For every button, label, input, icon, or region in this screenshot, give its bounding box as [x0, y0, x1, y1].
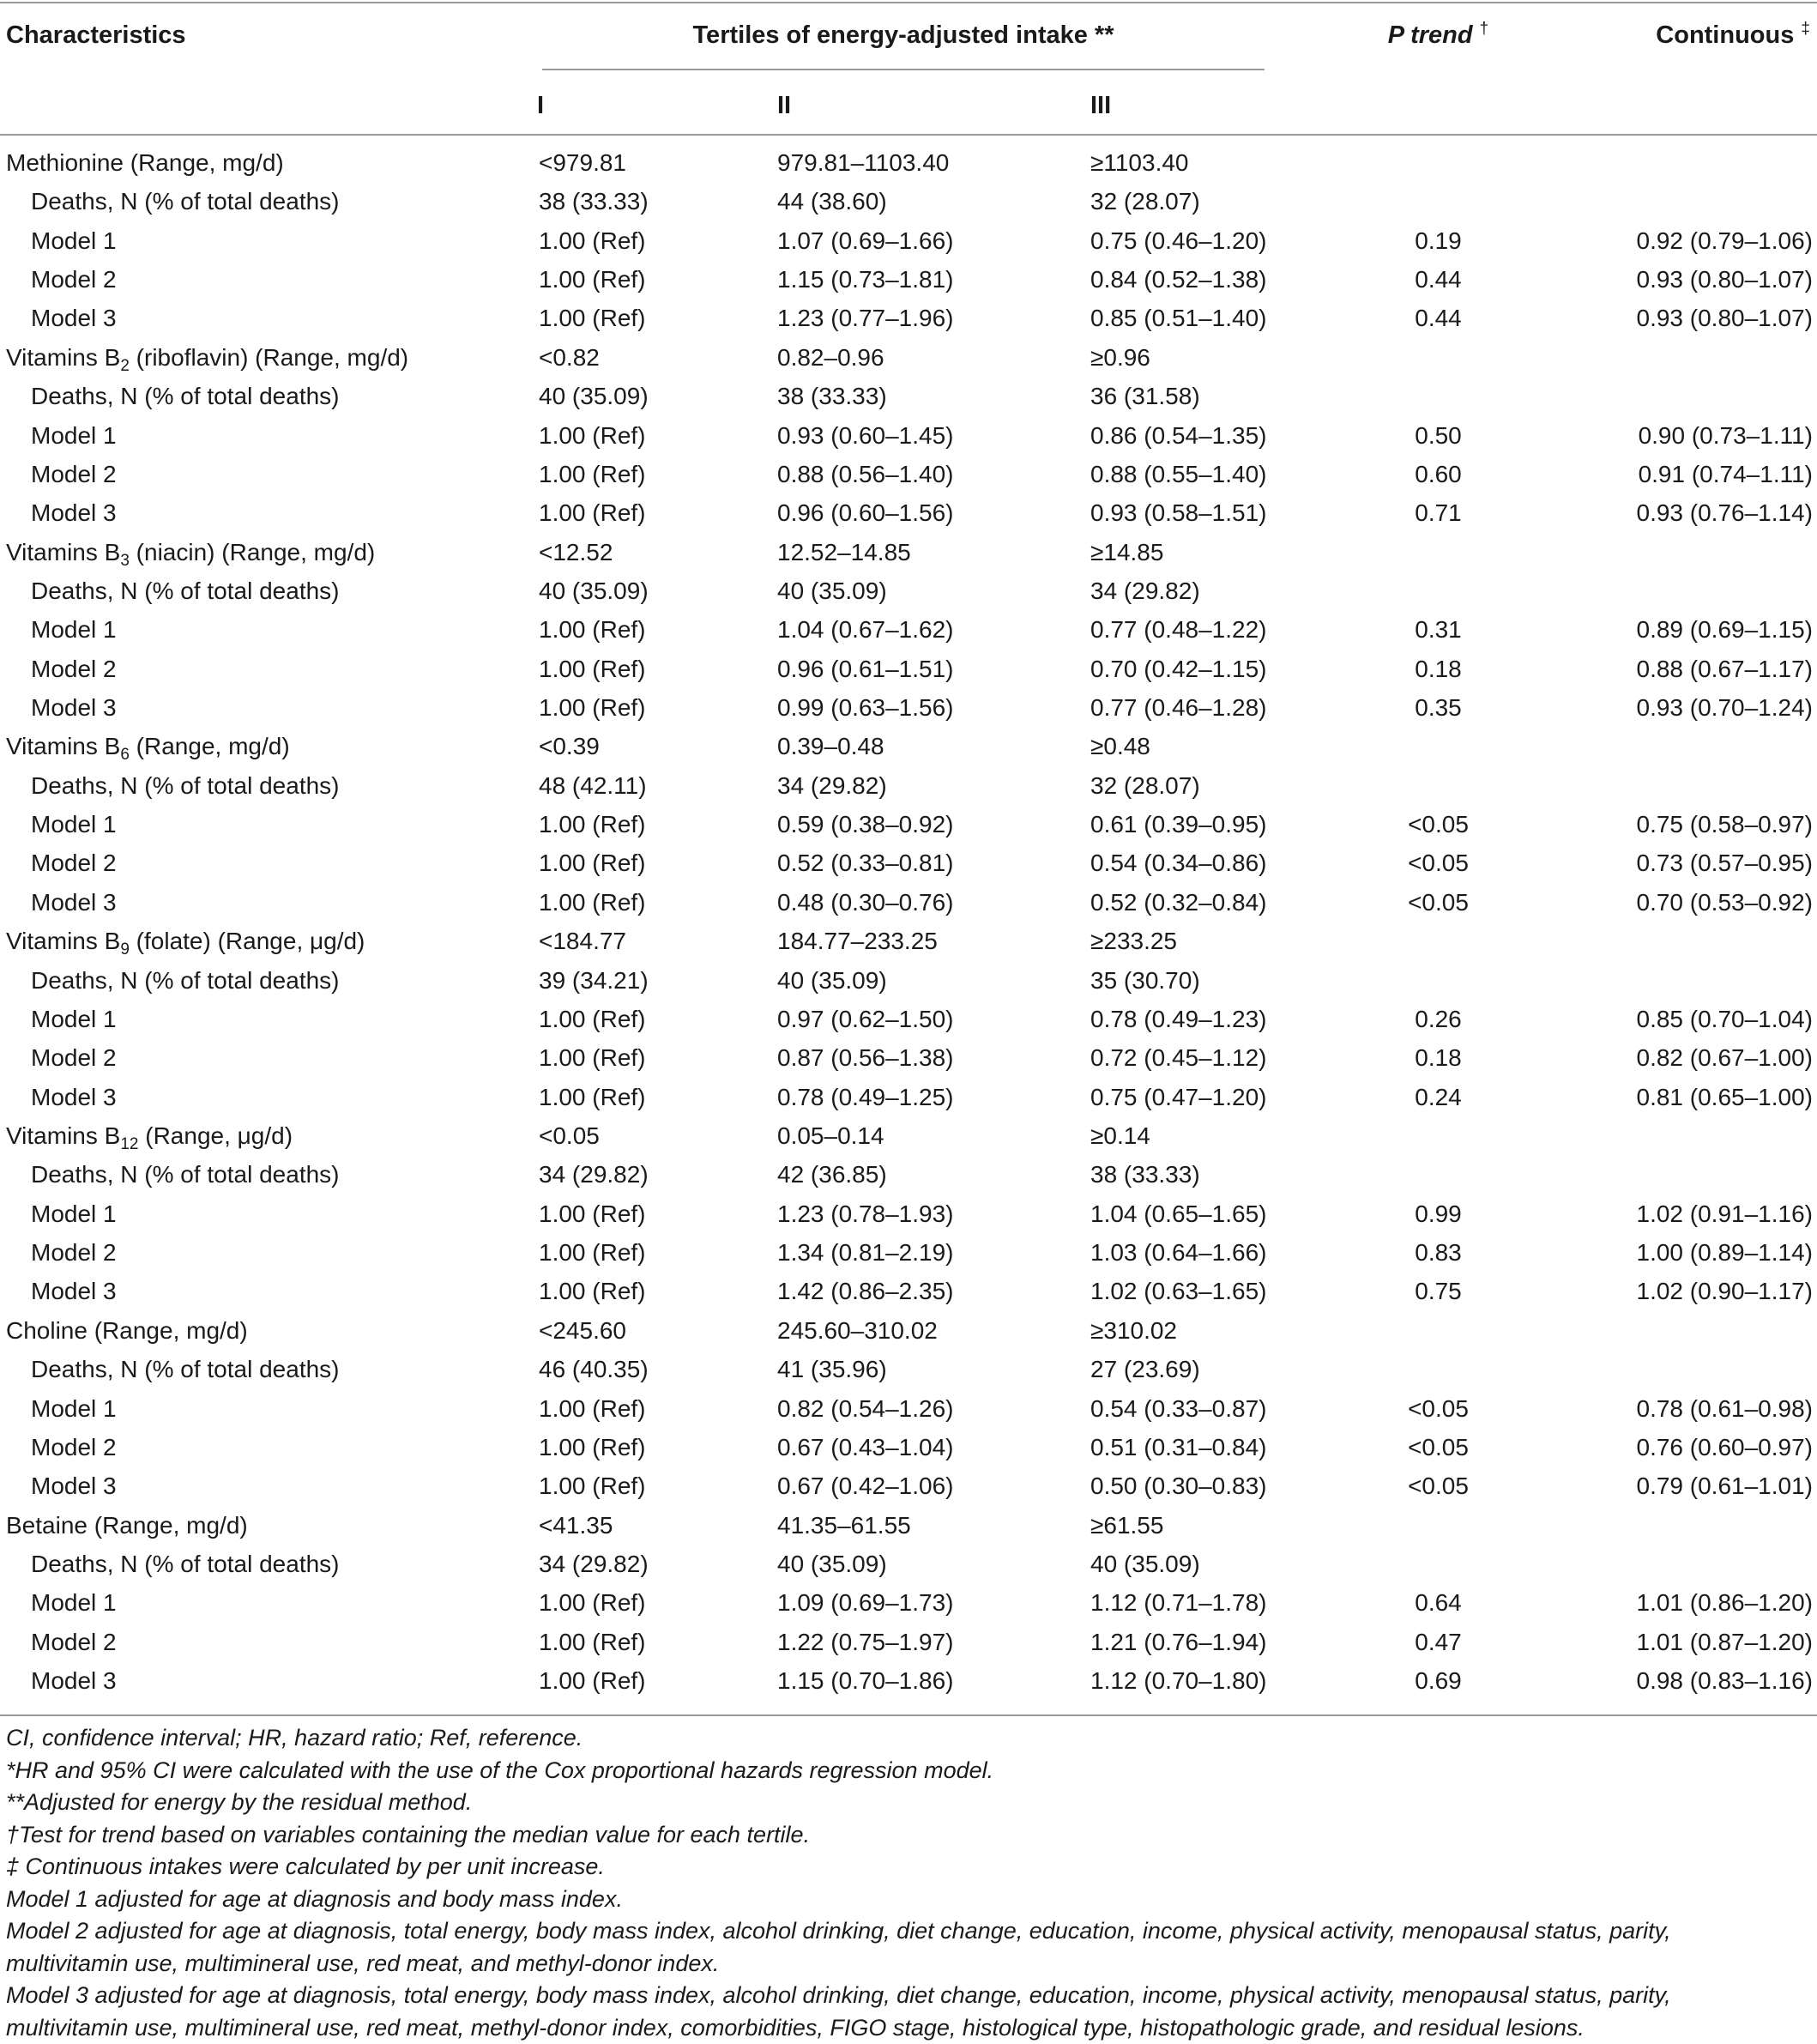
tertile-1-cell: 34 (29.82) [539, 1155, 649, 1194]
tertile-2-cell: 42 (36.85) [777, 1155, 887, 1194]
tertile-3-cell: 0.85 (0.51–1.40) [1090, 299, 1267, 337]
continuous-cell: 0.76 (0.60–0.97) [1544, 1428, 1813, 1466]
tertile-2-cell: 0.88 (0.56–1.40) [777, 455, 954, 493]
tertile-2-cell: 1.42 (0.86–2.35) [777, 1272, 954, 1310]
tertile-1-cell: 1.00 (Ref) [539, 1428, 646, 1466]
tertile-1-cell: 1.00 (Ref) [539, 1194, 646, 1233]
tertile-3-cell: 0.51 (0.31–0.84) [1090, 1428, 1267, 1466]
tertile-1-cell: 40 (35.09) [539, 377, 649, 415]
p-trend-cell: 0.75 [1373, 1272, 1504, 1310]
tertile-1-cell: 1.00 (Ref) [539, 1233, 646, 1272]
nutrient-subscript: 12 [120, 1135, 138, 1153]
spanner-rule [542, 69, 1265, 70]
header-rule [0, 134, 1817, 136]
tertile-3-cell: 0.50 (0.30–0.83) [1090, 1466, 1267, 1505]
table-row [0, 1428, 1817, 1466]
tertile-2-cell: 0.82 (0.54–1.26) [777, 1389, 954, 1428]
tertile-1-cell: <0.39 [539, 727, 600, 765]
tertile-1-cell: 1.00 (Ref) [539, 805, 646, 844]
tertile-1-cell: 34 (29.82) [539, 1545, 649, 1583]
tertile-2-cell: 1.09 (0.69–1.73) [777, 1583, 954, 1622]
tertile-3-cell: 1.12 (0.70–1.80) [1090, 1661, 1267, 1700]
p-trend-cell: 0.19 [1373, 221, 1504, 260]
p-trend-cell: 0.69 [1373, 1661, 1504, 1700]
nutrient-subscript: 2 [120, 357, 130, 375]
table-row [0, 571, 1817, 610]
row-label: Model 1 [31, 805, 117, 844]
row-label: Model 3 [31, 1272, 117, 1310]
tertile-3-cell: 0.77 (0.48–1.22) [1090, 610, 1267, 649]
row-label: Model 2 [31, 1233, 117, 1272]
double-dagger-mark: ‡ [1801, 20, 1810, 38]
tertile-3-cell: 0.52 (0.32–0.84) [1090, 883, 1267, 922]
tertile-1-cell: 1.00 (Ref) [539, 844, 646, 882]
nutrient-name: Methionine (Range, mg/d) [6, 143, 284, 182]
p-trend-cell: <0.05 [1373, 844, 1504, 882]
footnote: ‡ Continuous intakes were calculated by per unit increase. [6, 1851, 1814, 1884]
p-trend-cell: 0.44 [1373, 299, 1504, 337]
footnote: Model 1 adjusted for age at diagnosis and body mass index. [6, 1884, 1814, 1916]
tertile-1-cell: 1.00 (Ref) [539, 650, 646, 688]
tertile-2-cell: 44 (38.60) [777, 182, 887, 221]
continuous-cell: 0.91 (0.74–1.11) [1544, 455, 1813, 493]
tertile-3-cell: 1.04 (0.65–1.65) [1090, 1194, 1267, 1233]
tertile-3-cell: ≥0.14 [1090, 1116, 1150, 1155]
table-row [0, 493, 1817, 532]
tertile-1-cell: 1.00 (Ref) [539, 1466, 646, 1505]
nutrient-name-prefix: Vitamins B [6, 344, 120, 371]
continuous-cell: 0.93 (0.70–1.24) [1544, 688, 1813, 727]
table-row [0, 1545, 1817, 1583]
tertile-3-cell: 1.21 (0.76–1.94) [1090, 1623, 1267, 1661]
header-tertile-3: III [1090, 91, 1111, 120]
table-row [0, 1233, 1817, 1272]
tertile-1-cell: <979.81 [539, 143, 626, 182]
table-row [0, 299, 1817, 337]
tertile-2-cell: 0.78 (0.49–1.25) [777, 1078, 954, 1116]
tertile-3-cell: 32 (28.07) [1090, 182, 1200, 221]
table-row [0, 377, 1817, 415]
p-trend-cell: 0.50 [1373, 416, 1504, 455]
tertile-1-cell: 38 (33.33) [539, 182, 649, 221]
tertile-2-cell: 12.52–14.85 [777, 533, 911, 571]
p-trend-cell: 0.26 [1373, 1000, 1504, 1038]
tertile-1-cell: 1.00 (Ref) [539, 1623, 646, 1661]
tertile-2-cell: 1.23 (0.77–1.96) [777, 299, 954, 337]
tertile-1-cell: 1.00 (Ref) [539, 1078, 646, 1116]
tertile-3-cell: 40 (35.09) [1090, 1545, 1200, 1583]
tertile-2-cell: 184.77–233.25 [777, 922, 938, 960]
tertile-2-cell: 0.96 (0.61–1.51) [777, 650, 954, 688]
row-label: Model 1 [31, 1000, 117, 1038]
continuous-cell: 1.01 (0.87–1.20) [1544, 1623, 1813, 1661]
tertile-1-cell: 1.00 (Ref) [539, 299, 646, 337]
tertile-3-cell: 1.12 (0.71–1.78) [1090, 1583, 1267, 1622]
table-row [0, 1272, 1817, 1310]
tertile-1-cell: <184.77 [539, 922, 626, 960]
tertile-3-cell: 0.78 (0.49–1.23) [1090, 1000, 1267, 1038]
row-label: Deaths, N (% of total deaths) [31, 766, 340, 805]
continuous-cell: 0.85 (0.70–1.04) [1544, 1000, 1813, 1038]
table-row [0, 416, 1817, 455]
table-row [0, 766, 1817, 805]
tertile-2-cell: 41.35–61.55 [777, 1506, 911, 1545]
continuous-cell: 0.79 (0.61–1.01) [1544, 1466, 1813, 1505]
tertile-1-cell: 1.00 (Ref) [539, 688, 646, 727]
row-label: Deaths, N (% of total deaths) [31, 1350, 340, 1388]
tertile-3-cell: 0.70 (0.42–1.15) [1090, 650, 1267, 688]
footnote: *HR and 95% CI were calculated with the use of the Cox proportional hazards regression model. [6, 1755, 1814, 1787]
table-body [0, 143, 1817, 1700]
tertile-1-cell: 46 (40.35) [539, 1350, 649, 1388]
row-label: Model 3 [31, 1078, 117, 1116]
row-label: Model 1 [31, 1389, 117, 1428]
p-trend-cell: 0.64 [1373, 1583, 1504, 1622]
tertile-1-cell: <0.05 [539, 1116, 600, 1155]
row-label: Model 2 [31, 1038, 117, 1077]
header-continuous [1544, 21, 1810, 53]
p-trend-cell: <0.05 [1373, 1466, 1504, 1505]
table-row [0, 182, 1817, 221]
tertile-3-cell: ≥310.02 [1090, 1311, 1177, 1350]
p-trend-cell: 0.99 [1373, 1194, 1504, 1233]
tertile-2-cell: 0.93 (0.60–1.45) [777, 416, 954, 455]
p-trend-cell: 0.24 [1373, 1078, 1504, 1116]
tertile-3-cell: 1.02 (0.63–1.65) [1090, 1272, 1267, 1310]
tertile-1-cell: 48 (42.11) [539, 766, 647, 805]
header-p-trend-label: P trend [1388, 21, 1473, 49]
p-trend-cell: <0.05 [1373, 805, 1504, 844]
table-row [0, 610, 1817, 649]
row-label: Model 1 [31, 1194, 117, 1233]
continuous-cell: 0.98 (0.83–1.16) [1544, 1661, 1813, 1700]
nutrient-row [0, 338, 1817, 377]
table-row [0, 805, 1817, 844]
nutrient-subscript: 9 [120, 940, 130, 959]
tertile-1-cell: 40 (35.09) [539, 571, 649, 610]
p-trend-cell: 0.60 [1373, 455, 1504, 493]
tertile-3-cell: 1.03 (0.64–1.66) [1090, 1233, 1267, 1272]
table-row [0, 455, 1817, 493]
p-trend-cell: <0.05 [1373, 1428, 1504, 1466]
nutrient-name: Choline (Range, mg/d) [6, 1311, 248, 1350]
tertile-1-cell: <245.60 [539, 1311, 626, 1350]
footnote: multivitamin use, multimineral use, red meat, and methyl-donor index. [6, 1948, 1814, 1981]
tertile-1-cell: 1.00 (Ref) [539, 1000, 646, 1038]
tertile-3-cell: 35 (30.70) [1090, 961, 1200, 1000]
nutrient-row [0, 727, 1817, 765]
tertile-3-cell: 27 (23.69) [1090, 1350, 1200, 1388]
tertile-2-cell: 40 (35.09) [777, 571, 887, 610]
nutrient-name-suffix: (Range, mg/d) [130, 733, 290, 759]
continuous-cell: 1.02 (0.90–1.17) [1544, 1272, 1813, 1310]
table-row [0, 844, 1817, 882]
tertile-2-cell: 0.67 (0.43–1.04) [777, 1428, 954, 1466]
continuous-cell: 1.01 (0.86–1.20) [1544, 1583, 1813, 1622]
nutrient-row [0, 1311, 1817, 1350]
table-row [0, 1389, 1817, 1428]
tertile-1-cell: 1.00 (Ref) [539, 221, 646, 260]
footnotes [6, 1722, 1814, 2044]
tertile-2-cell: 0.87 (0.56–1.38) [777, 1038, 954, 1077]
tertile-2-cell: 1.15 (0.73–1.81) [777, 260, 954, 299]
nutrient-row [0, 1116, 1817, 1155]
tertile-2-cell: 0.97 (0.62–1.50) [777, 1000, 954, 1038]
continuous-cell: 0.88 (0.67–1.17) [1544, 650, 1813, 688]
tertile-2-cell: 1.04 (0.67–1.62) [777, 610, 954, 649]
continuous-cell: 0.93 (0.80–1.07) [1544, 260, 1813, 299]
table-row [0, 1155, 1817, 1194]
continuous-cell: 0.93 (0.76–1.14) [1544, 493, 1813, 532]
nutrient-row [0, 922, 1817, 960]
table-row [0, 688, 1817, 727]
row-label: Deaths, N (% of total deaths) [31, 377, 340, 415]
tertile-3-cell: ≥0.48 [1090, 727, 1150, 765]
tertile-1-cell: 1.00 (Ref) [539, 455, 646, 493]
row-label: Model 1 [31, 610, 117, 649]
bottom-rule [0, 1714, 1817, 1716]
footnote: multivitamin use, multimineral use, red meat, methyl-donor index, comorbidities, FIGO stage, histological type, histopathologic grade, and residual lesions. [6, 2012, 1814, 2044]
continuous-cell: 0.92 (0.79–1.06) [1544, 221, 1813, 260]
p-trend-cell: <0.05 [1373, 883, 1504, 922]
tertile-2-cell: 0.52 (0.33–0.81) [777, 844, 954, 882]
nutrient-row [0, 533, 1817, 571]
p-trend-cell: 0.83 [1373, 1233, 1504, 1272]
tertile-2-cell: 0.59 (0.38–0.92) [777, 805, 954, 844]
row-label: Deaths, N (% of total deaths) [31, 1545, 340, 1583]
tertile-1-cell: 1.00 (Ref) [539, 1038, 646, 1077]
tertile-1-cell: <0.82 [539, 338, 600, 377]
tertile-3-cell: 0.75 (0.46–1.20) [1090, 221, 1267, 260]
nutrient-name [6, 727, 290, 765]
tertile-1-cell: 1.00 (Ref) [539, 416, 646, 455]
row-label: Model 2 [31, 1623, 117, 1661]
continuous-cell: 0.81 (0.65–1.00) [1544, 1078, 1813, 1116]
nutrient-name-suffix: (folate) (Range, μg/d) [130, 928, 365, 954]
tertile-3-cell: 0.86 (0.54–1.35) [1090, 416, 1267, 455]
header-continuous-label: Continuous [1656, 21, 1794, 49]
tertile-3-cell: 32 (28.07) [1090, 766, 1200, 805]
tertile-1-cell: <41.35 [539, 1506, 613, 1545]
nutrient-name-prefix: Vitamins B [6, 733, 120, 759]
tertile-2-cell: 979.81–1103.40 [777, 143, 949, 182]
continuous-cell: 0.75 (0.58–0.97) [1544, 805, 1813, 844]
p-trend-cell: 0.44 [1373, 260, 1504, 299]
tertile-1-cell: 1.00 (Ref) [539, 1583, 646, 1622]
header-tertiles: Tertiles of energy-adjusted intake ** [542, 21, 1265, 50]
table-row [0, 1623, 1817, 1661]
continuous-cell: 0.82 (0.67–1.00) [1544, 1038, 1813, 1077]
tertile-1-cell: 1.00 (Ref) [539, 1661, 646, 1700]
header-characteristics: Characteristics [6, 21, 186, 50]
continuous-cell: 0.90 (0.73–1.11) [1544, 416, 1813, 455]
top-rule [0, 2, 1817, 3]
table-row [0, 1078, 1817, 1116]
nutrient-name [6, 338, 408, 377]
tertile-2-cell: 40 (35.09) [777, 961, 887, 1000]
footnote: **Adjusted for energy by the residual method. [6, 1787, 1814, 1819]
dagger-mark: † [1480, 20, 1489, 38]
row-label: Model 3 [31, 883, 117, 922]
table-row [0, 1038, 1817, 1077]
tertile-3-cell: ≥0.96 [1090, 338, 1150, 377]
nutrient-name: Betaine (Range, mg/d) [6, 1506, 248, 1545]
tertile-2-cell: 41 (35.96) [777, 1350, 887, 1388]
p-trend-cell: <0.05 [1373, 1389, 1504, 1428]
table-row [0, 221, 1817, 260]
row-label: Deaths, N (% of total deaths) [31, 961, 340, 1000]
tertile-2-cell: 1.15 (0.70–1.86) [777, 1661, 954, 1700]
tertile-2-cell: 40 (35.09) [777, 1545, 887, 1583]
tertile-2-cell: 1.07 (0.69–1.66) [777, 221, 954, 260]
tertile-2-cell: 1.23 (0.78–1.93) [777, 1194, 954, 1233]
continuous-cell: 1.02 (0.91–1.16) [1544, 1194, 1813, 1233]
footnote: Model 3 adjusted for age at diagnosis, total energy, body mass index, alcohol drinking, diet change, education, income, physical activity, menopausal status, parity, [6, 1980, 1814, 2012]
footnote: CI, confidence interval; HR, hazard ratio; Ref, reference. [6, 1722, 1814, 1755]
nutrient-subscript: 3 [120, 552, 130, 570]
row-label: Model 3 [31, 299, 117, 337]
tertile-2-cell: 0.48 (0.30–0.76) [777, 883, 954, 922]
tertile-2-cell: 1.22 (0.75–1.97) [777, 1623, 954, 1661]
p-trend-cell: 0.71 [1373, 493, 1504, 532]
tertile-3-cell: ≥233.25 [1090, 922, 1177, 960]
row-label: Model 2 [31, 650, 117, 688]
table-row [0, 961, 1817, 1000]
row-label: Deaths, N (% of total deaths) [31, 1155, 340, 1194]
header-tertile-2: II [777, 91, 791, 120]
tertile-3-cell: 0.84 (0.52–1.38) [1090, 260, 1267, 299]
continuous-cell: 0.70 (0.53–0.92) [1544, 883, 1813, 922]
nutrient-name-prefix: Vitamins B [6, 928, 120, 954]
header-p-trend [1373, 21, 1504, 53]
nutrient-subscript: 6 [120, 746, 130, 764]
row-label: Model 3 [31, 493, 117, 532]
nutrient-name [6, 533, 375, 571]
tertile-2-cell: 0.67 (0.42–1.06) [777, 1466, 954, 1505]
nutrient-name [6, 1116, 293, 1155]
table-row [0, 1350, 1817, 1388]
nutrient-name-suffix: (niacin) (Range, mg/d) [130, 539, 375, 565]
tertile-2-cell: 38 (33.33) [777, 377, 887, 415]
tertile-3-cell: 0.88 (0.55–1.40) [1090, 455, 1267, 493]
row-label: Model 1 [31, 221, 117, 260]
tertile-3-cell: 0.61 (0.39–0.95) [1090, 805, 1267, 844]
tertile-2-cell: 0.99 (0.63–1.56) [777, 688, 954, 727]
continuous-cell: 1.00 (0.89–1.14) [1544, 1233, 1813, 1272]
tertile-1-cell: 39 (34.21) [539, 961, 649, 1000]
table-row [0, 260, 1817, 299]
table-row [0, 1000, 1817, 1038]
table-row [0, 650, 1817, 688]
p-trend-cell: 0.31 [1373, 610, 1504, 649]
nutrient-name-suffix: (Range, μg/d) [138, 1122, 293, 1149]
tertile-3-cell: ≥61.55 [1090, 1506, 1163, 1545]
tertile-3-cell: 0.93 (0.58–1.51) [1090, 493, 1267, 532]
tertile-2-cell: 0.82–0.96 [777, 338, 884, 377]
table-row [0, 1661, 1817, 1700]
table-row [0, 1583, 1817, 1622]
header-tertile-1: I [537, 91, 544, 120]
tertile-2-cell: 34 (29.82) [777, 766, 887, 805]
p-trend-cell: 0.47 [1373, 1623, 1504, 1661]
tertile-2-cell: 0.39–0.48 [777, 727, 884, 765]
row-label: Deaths, N (% of total deaths) [31, 182, 340, 221]
tertile-3-cell: 0.75 (0.47–1.20) [1090, 1078, 1267, 1116]
footnote: Model 2 adjusted for age at diagnosis, total energy, body mass index, alcohol drinking, diet change, education, income, physical activity, menopausal status, parity, [6, 1915, 1814, 1948]
continuous-cell: 0.93 (0.80–1.07) [1544, 299, 1813, 337]
table-row [0, 1466, 1817, 1505]
row-label: Model 2 [31, 1428, 117, 1466]
nutrient-row [0, 1506, 1817, 1545]
row-label: Deaths, N (% of total deaths) [31, 571, 340, 610]
nutrient-name-suffix: (riboflavin) (Range, mg/d) [130, 344, 408, 371]
tertile-1-cell: 1.00 (Ref) [539, 610, 646, 649]
row-label: Model 1 [31, 1583, 117, 1622]
tertile-1-cell: <12.52 [539, 533, 613, 571]
footnote: †Test for trend based on variables containing the median value for each tertile. [6, 1819, 1814, 1852]
tertile-3-cell: 0.54 (0.34–0.86) [1090, 844, 1267, 882]
continuous-cell: 0.73 (0.57–0.95) [1544, 844, 1813, 882]
p-trend-cell: 0.35 [1373, 688, 1504, 727]
tertile-2-cell: 0.96 (0.60–1.56) [777, 493, 954, 532]
row-label: Model 1 [31, 416, 117, 455]
tertile-3-cell: ≥14.85 [1090, 533, 1163, 571]
row-label: Model 3 [31, 688, 117, 727]
nutrient-name [6, 922, 365, 960]
tertile-1-cell: 1.00 (Ref) [539, 1389, 646, 1428]
continuous-cell: 0.78 (0.61–0.98) [1544, 1389, 1813, 1428]
tertile-1-cell: 1.00 (Ref) [539, 883, 646, 922]
tertile-2-cell: 0.05–0.14 [777, 1116, 884, 1155]
continuous-cell: 0.89 (0.69–1.15) [1544, 610, 1813, 649]
row-label: Model 3 [31, 1661, 117, 1700]
row-label: Model 2 [31, 455, 117, 493]
tertile-3-cell: 0.72 (0.45–1.12) [1090, 1038, 1267, 1077]
tertile-2-cell: 245.60–310.02 [777, 1311, 938, 1350]
nutrient-row [0, 143, 1817, 182]
tertile-3-cell: 34 (29.82) [1090, 571, 1200, 610]
row-label: Model 2 [31, 844, 117, 882]
tertile-1-cell: 1.00 (Ref) [539, 260, 646, 299]
tertile-3-cell: ≥1103.40 [1090, 143, 1189, 182]
tertile-3-cell: 0.54 (0.33–0.87) [1090, 1389, 1267, 1428]
tertile-2-cell: 1.34 (0.81–2.19) [777, 1233, 954, 1272]
tertile-3-cell: 0.77 (0.46–1.28) [1090, 688, 1267, 727]
tertile-1-cell: 1.00 (Ref) [539, 1272, 646, 1310]
row-label: Model 3 [31, 1466, 117, 1505]
table-row [0, 883, 1817, 922]
tertile-1-cell: 1.00 (Ref) [539, 493, 646, 532]
p-trend-cell: 0.18 [1373, 650, 1504, 688]
nutrient-name-prefix: Vitamins B [6, 539, 120, 565]
nutrient-name-prefix: Vitamins B [6, 1122, 120, 1149]
tertile-3-cell: 38 (33.33) [1090, 1155, 1200, 1194]
tertile-3-cell: 36 (31.58) [1090, 377, 1200, 415]
table-row [0, 1194, 1817, 1233]
row-label: Model 2 [31, 260, 117, 299]
p-trend-cell: 0.18 [1373, 1038, 1504, 1077]
